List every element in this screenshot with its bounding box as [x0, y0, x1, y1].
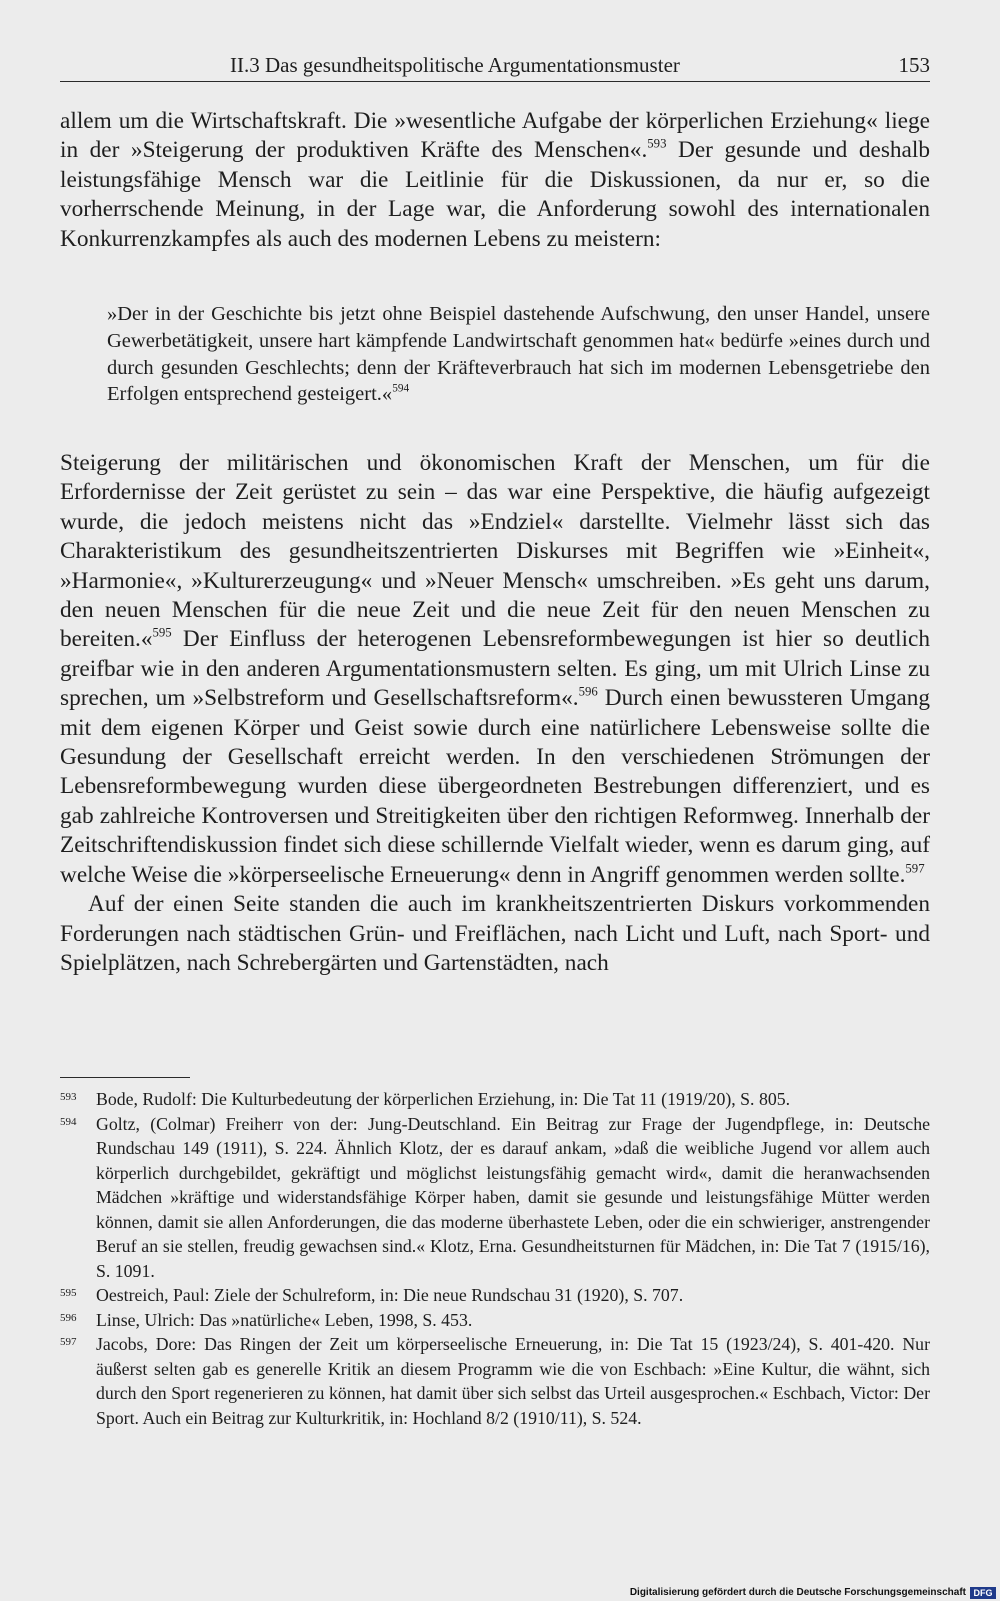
digitization-credit[interactable]: Digitalisierung gefördert durch die Deutsche Forschungsgemeinschaft: [629, 1587, 966, 1598]
footnote: [60, 1087, 930, 1112]
quote-text: »Der in der Geschichte bis jetzt ohne Beispiel dastehende Aufschwung, den unser Handel, unsere Gewerbetätigkeit, unsere hart kämpfende Landwirtschaft genommen hat« bedürfe »eines durch und durch gesunden Geschlechts; denn der Kräfteverbrauch hat sich im modernen Lebensgetriebe den Erfolgen entsprechend gesteigert.«: [107, 303, 930, 406]
footnote: [60, 1112, 930, 1284]
body-text: Steigerung der militärischen und ökonomischen Kraft der Menschen, um für die Erfordernisse der Zeit gerüstet zu sein – das war eine Perspektive, die häufig aufgezeigt wurde, die jedoch meistens nicht das »Endziel« darstellte. Vielmehr lässt sich das Charakteristikum des gesundheitszentrierten Diskurses mit Begriffen wie »Einheit«, »Harmonie«, »Kulturerzeugung« und »Neuer Mensch« umschreiben. »Es geht uns darum, den neuen Menschen für die neue Zeit und die neue Zeit für den neuen Menschen zu bereiten.«: [60, 450, 930, 653]
footnote-rule: [60, 1077, 190, 1078]
running-header: [230, 44, 930, 78]
footnote-number: 596: [60, 1311, 77, 1324]
header-rule: [60, 81, 930, 82]
footnotes: [60, 1087, 930, 1430]
footnote: [60, 1308, 930, 1333]
footnote-ref[interactable]: 597: [905, 861, 925, 876]
body-paragraph-1: [60, 107, 930, 254]
footnote-ref[interactable]: 594: [392, 382, 410, 395]
body-text: allem um die Wirtschaftskraft. Die »wesentliche Aufgabe der körperlichen Erziehung« liege in der »Steigerung der produktiven Kräfte des Menschen«.: [60, 108, 930, 164]
block-quote: [107, 301, 930, 408]
footnote-ref[interactable]: 593: [647, 136, 667, 151]
body-text: Durch einen bewussteren Umgang mit dem eigenen Körper und Geist sowie durch eine natürlichere Lebensweise sollte die Gesundung der Gesellschaft erreicht werden. In den verschiedenen Strömungen der Lebensreformbewegung wurden diese übergeordneten Bestrebungen differenziert, und es gab zahlreiche Kontroversen und Streitigkeiten über den richtigen Reformweg. Innerhalb der Zeitschriftendiskussion findet sich diese schillernde Vielfalt wieder, wenn es darum ging, auf welche Weise die »körperseelische Erneuerung« denn in Angriff genommen werden sollte.: [60, 685, 930, 888]
footnote-text: Linse, Ulrich: Das »natürliche« Leben, 1998, S. 453.: [96, 1309, 473, 1330]
body-text: Der Einfluss der heterogenen Lebensreformbewegungen ist hier so deutlich greifbar wie in den anderen Argumentationsmustern selten. Es ging, um mit Ulrich Linse zu sprechen, um »Selbstreform und Gesellschaftsreform«.: [60, 626, 930, 712]
footnote-text: Oestreich, Paul: Ziele der Schulreform, in: Die neue Rundschau 31 (1920), S. 707.: [96, 1285, 684, 1305]
footnote-ref[interactable]: 595: [152, 625, 172, 640]
running-header-title: II.3 Das gesundheitspolitische Argumentationsmuster: [230, 53, 680, 77]
footnote-number: 595: [60, 1287, 77, 1299]
page-number: 153: [898, 53, 930, 77]
footnote-text: Jacobs, Dore: Das Ringen der Zeit um körperseelische Erneuerung, in: Die Tat 15 (1923/24), S. 401-420. Nur äußerst selten gab es generelle Kritik an diesem Programm wie die von Eschbach: »Eine Kultur, die wähnt, sich durch den Sport regenerieren zu können, hat damit über sich selbst das Urteil ausgesprochen.« Eschbach, Victor: Der Sport. Auch ein Beitrag zur Kulturkritik, in: Hochland 8/2 (1910/11), S. 524.: [96, 1334, 930, 1428]
body-section-2: [60, 449, 930, 978]
footnote-text: Goltz, (Colmar) Freiherr von der: Jung-Deutschland. Ein Beitrag zur Frage der Jugendpflege, in: Deutsche Rundschau 149 (1911), S. 224. Ähnlich Klotz, der es darauf ankam, »daß die weibliche Jugend vor allem auch körperlich durchgebildet, gekräftigt und möglichst leistungsfähig gemacht wird«, damit die heranwachsenden Mädchen »kräftige und widerstandsfähige Körper haben, damit sie gesunde und leistungsfähige Mütter werden können, damit sie allen Anforderungen, die das moderne überhastete Leben, oder die ein schwieriger, anstrengender Beruf an sie stellen, freudig gewachsen sind.« Klotz, Erna. Gesundheitsturnen für Mädchen, in: Die Tat 7 (1915/16), S. 1091.: [96, 1113, 930, 1281]
footnote: [60, 1283, 930, 1308]
dfg-logo: DFG: [970, 1587, 996, 1599]
body-paragraph-3: Auf der einen Seite standen die auch im krankheitszentrierten Diskurs vorkommenden Forderungen nach städtischen Grün- und Freiflächen, nach Licht und Luft, nach Sport- und Spielplätzen, nach Schrebergärten und Gartenstädten, nach: [60, 891, 930, 976]
footnote-number: 594: [60, 1115, 77, 1128]
footnote-ref[interactable]: 596: [578, 684, 598, 699]
footnote-number: 593: [60, 1091, 77, 1103]
footnote-text: Bode, Rudolf: Die Kulturbedeutung der körperlichen Erziehung, in: Die Tat 11 (1919/20), S. 805.: [96, 1089, 791, 1109]
footnote: [60, 1332, 930, 1430]
footnote-number: 597: [60, 1336, 77, 1348]
body-paragraph-2: [60, 449, 930, 890]
body-text: Der gesunde und deshalb leistungsfähige Mensch war die Leitlinie für die Diskussionen, da nur er, so die vorherrschende Meinung, in der Lage war, die Anforderung sowohl des internationalen Konkurrenzkampfes als auch des modernen Lebens zu meistern:: [60, 137, 930, 252]
